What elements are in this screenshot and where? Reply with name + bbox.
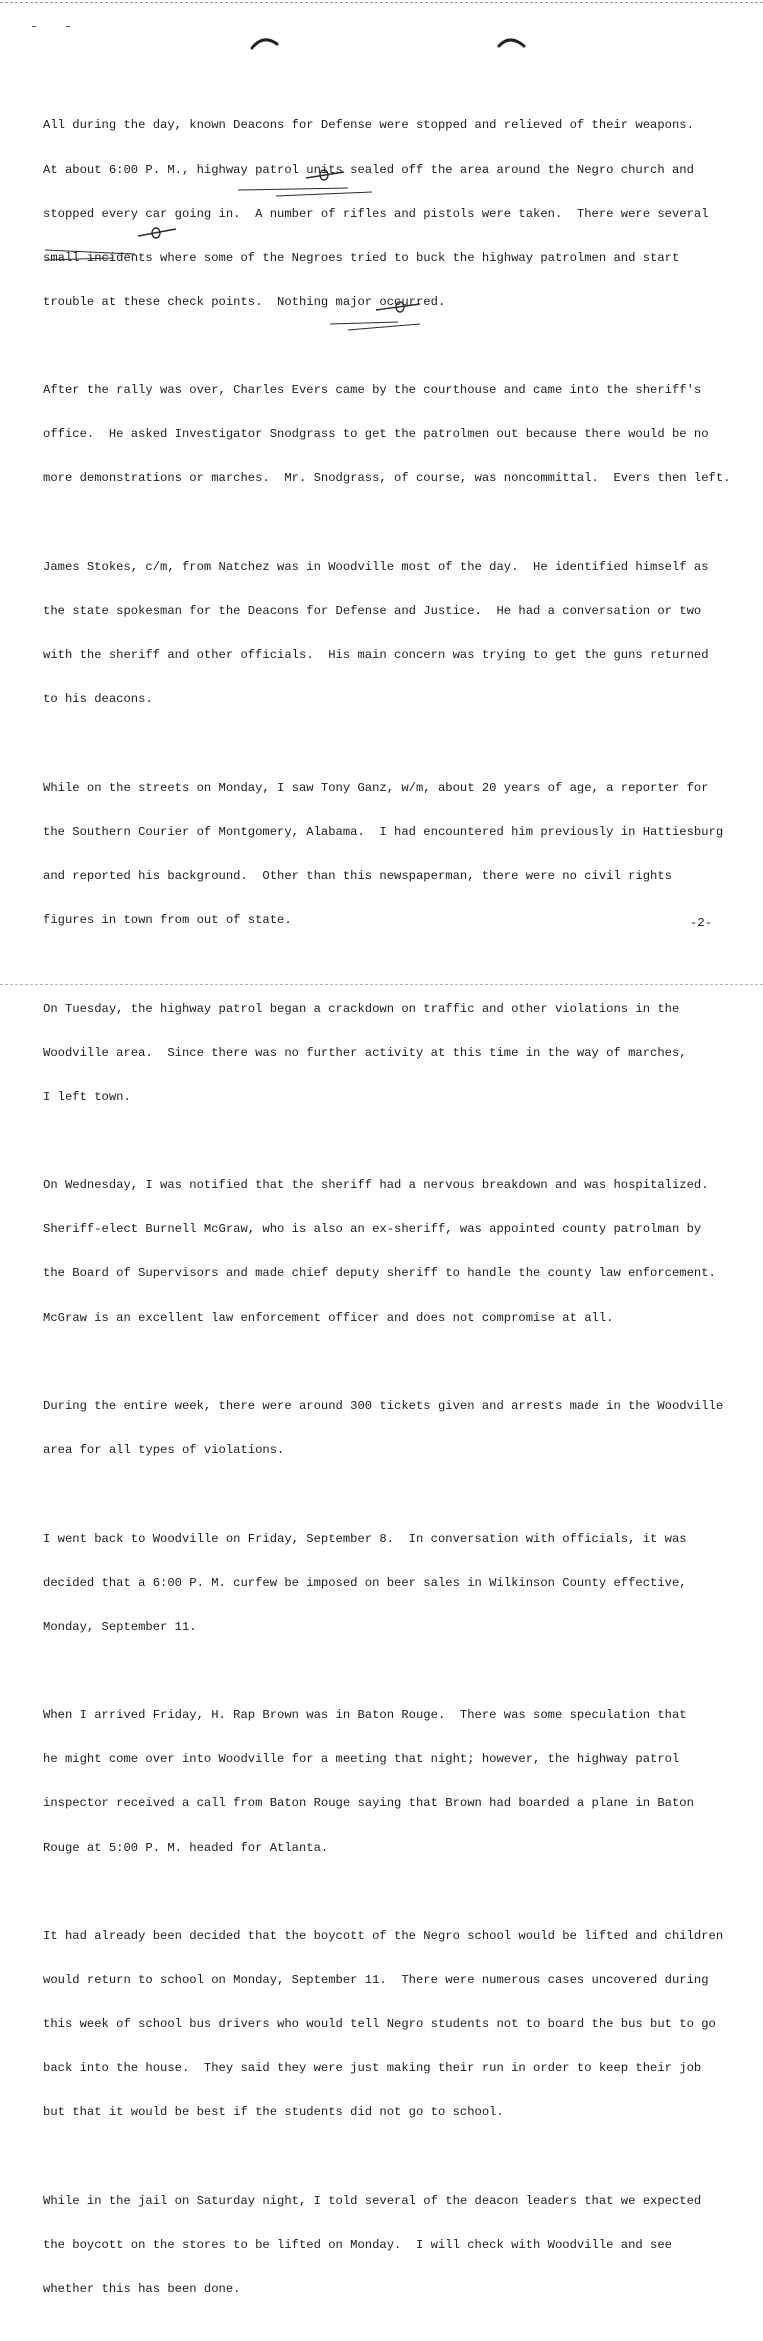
- scan-mark-left: [32, 26, 36, 27]
- page-number: -2-: [690, 916, 712, 930]
- binder-punch-mark-left: [249, 32, 283, 52]
- text-line: the Board of Supervisors and made chief deputy sheriff to handle the county law enforcement.: [43, 1266, 716, 1281]
- text-line: and reported his background. Other than this newspaperman, there were no civil rights: [43, 868, 672, 883]
- text-line: decided that a 6:00 P. M. curfew be imposed on beer sales in Wilkinson County effective,: [43, 1575, 687, 1590]
- text-line: area for all types of violations.: [43, 1443, 285, 1458]
- text-line: whether this has been done.: [43, 2282, 241, 2297]
- text-line: stopped every car going in. A number of rifles and pistols were taken. There were several: [43, 206, 709, 221]
- text-line: While on the streets on Monday, I saw Tony Ganz, w/m, about 20 years of age, a reporter for: [43, 780, 709, 795]
- text-line: On Tuesday, the highway patrol began a crackdown on traffic and other violations in the: [43, 1001, 680, 1016]
- bottom-perforation-edge: [0, 984, 763, 985]
- text-line: trouble at these check points. Nothing major occurred.: [43, 294, 446, 309]
- paragraph-tuesday-crackdown: [43, 972, 755, 1134]
- text-line: this week of school bus drivers who would tell Negro students not to board the bus but to go: [43, 2017, 716, 2032]
- text-line: Monday, September 11.: [43, 1619, 197, 1634]
- text-line: with the sheriff and other officials. His main concern was trying to get the guns returned: [43, 648, 709, 663]
- handwritten-annotation-mark: [370, 298, 430, 314]
- paragraph-jail-saturday: [43, 2165, 755, 2327]
- text-line: At about 6:00 P. M., highway patrol units sealed off the area around the Negro church and: [43, 162, 694, 177]
- paragraph-curfew: [43, 1502, 755, 1664]
- handwritten-annotation-mark: [300, 166, 360, 182]
- text-line: It had already been decided that the boycott of the Negro school would be lifted and children: [43, 1929, 724, 1944]
- text-line: to his deacons.: [43, 692, 153, 707]
- paragraph-school-boycott: [43, 1900, 755, 2150]
- text-line: Rouge at 5:00 P. M. headed for Atlanta.: [43, 1840, 329, 1855]
- text-line: Woodville area. Since there was no further activity at this time in the way of marches,: [43, 1045, 687, 1060]
- text-line: McGraw is an excellent law enforcement officer and does not compromise at all.: [43, 1310, 614, 1325]
- text-line: I went back to Woodville on Friday, September 8. In conversation with officials, it was: [43, 1531, 687, 1546]
- memo-body: [43, 89, 755, 2341]
- text-line: During the entire week, there were around 300 tickets given and arrests made in the Woodville: [43, 1399, 724, 1413]
- paragraph-tony-ganz: [43, 751, 755, 957]
- name-underline-mark: [43, 248, 163, 264]
- name-underline-mark: [328, 320, 428, 334]
- text-line: would return to school on Monday, September 11. There were numerous cases uncovered during: [43, 1973, 709, 1988]
- binder-punch-mark-right: [496, 32, 530, 52]
- paragraph-tickets: [43, 1370, 755, 1488]
- scan-mark-right: [66, 26, 70, 27]
- text-line: he might come over into Woodville for a meeting that night; however, the highway patrol: [43, 1752, 680, 1767]
- text-line: back into the house. They said they were just making their run in order to keep their job: [43, 2061, 702, 2076]
- text-line: figures in town from out of state.: [43, 913, 292, 928]
- text-line: After the rally was over, Charles Evers came by the courthouse and came into the sheriff's: [43, 383, 702, 398]
- text-line: On Wednesday, I was notified that the sheriff had a nervous breakdown and was hospitalized.: [43, 1178, 709, 1193]
- text-line: All during the day, known Deacons for Defense were stopped and relieved of their weapons.: [43, 118, 694, 133]
- text-line: Sheriff-elect Burnell McGraw, who is also an ex-sheriff, was appointed county patrolman by: [43, 1222, 702, 1237]
- text-line: the Southern Courier of Montgomery, Alabama. I had encountered him previously in Hattiesburg: [43, 824, 724, 839]
- paragraph-wednesday-sheriff: [43, 1149, 755, 1355]
- top-perforation-edge: [0, 2, 763, 3]
- text-line: the boycott on the stores to be lifted on Monday. I will check with Woodville and see: [43, 2238, 672, 2253]
- text-line: more demonstrations or marches. Mr. Snodgrass, of course, was noncommittal. Evers then left.: [43, 471, 731, 486]
- text-line: but that it would be best if the students did not go to school.: [43, 2105, 504, 2120]
- paragraph-james-stokes: [43, 531, 755, 737]
- paragraph-charles-evers: [43, 354, 755, 516]
- handwritten-annotation-mark: [134, 224, 194, 240]
- paragraph-rap-brown: [43, 1679, 755, 1885]
- text-line: inspector received a call from Baton Rouge saying that Brown had boarded a plane in Baton: [43, 1796, 694, 1811]
- text-line: the state spokesman for the Deacons for Defense and Justice. He had a conversation or two: [43, 604, 702, 619]
- name-underline-mark: [236, 186, 376, 198]
- text-line: small incidents where some of the Negroes tried to buck the highway patrolmen and start: [43, 250, 680, 265]
- text-line: office. He asked Investigator Snodgrass to get the patrolmen out because there would be no: [43, 427, 709, 442]
- text-line: While in the jail on Saturday night, I told several of the deacon leaders that we expected: [43, 2193, 702, 2208]
- text-line: I left town.: [43, 1089, 131, 1104]
- text-line: James Stokes, c/m, from Natchez was in Woodville most of the day. He identified himself as: [43, 559, 709, 574]
- text-line: When I arrived Friday, H. Rap Brown was in Baton Rouge. There was some speculation that: [43, 1708, 687, 1723]
